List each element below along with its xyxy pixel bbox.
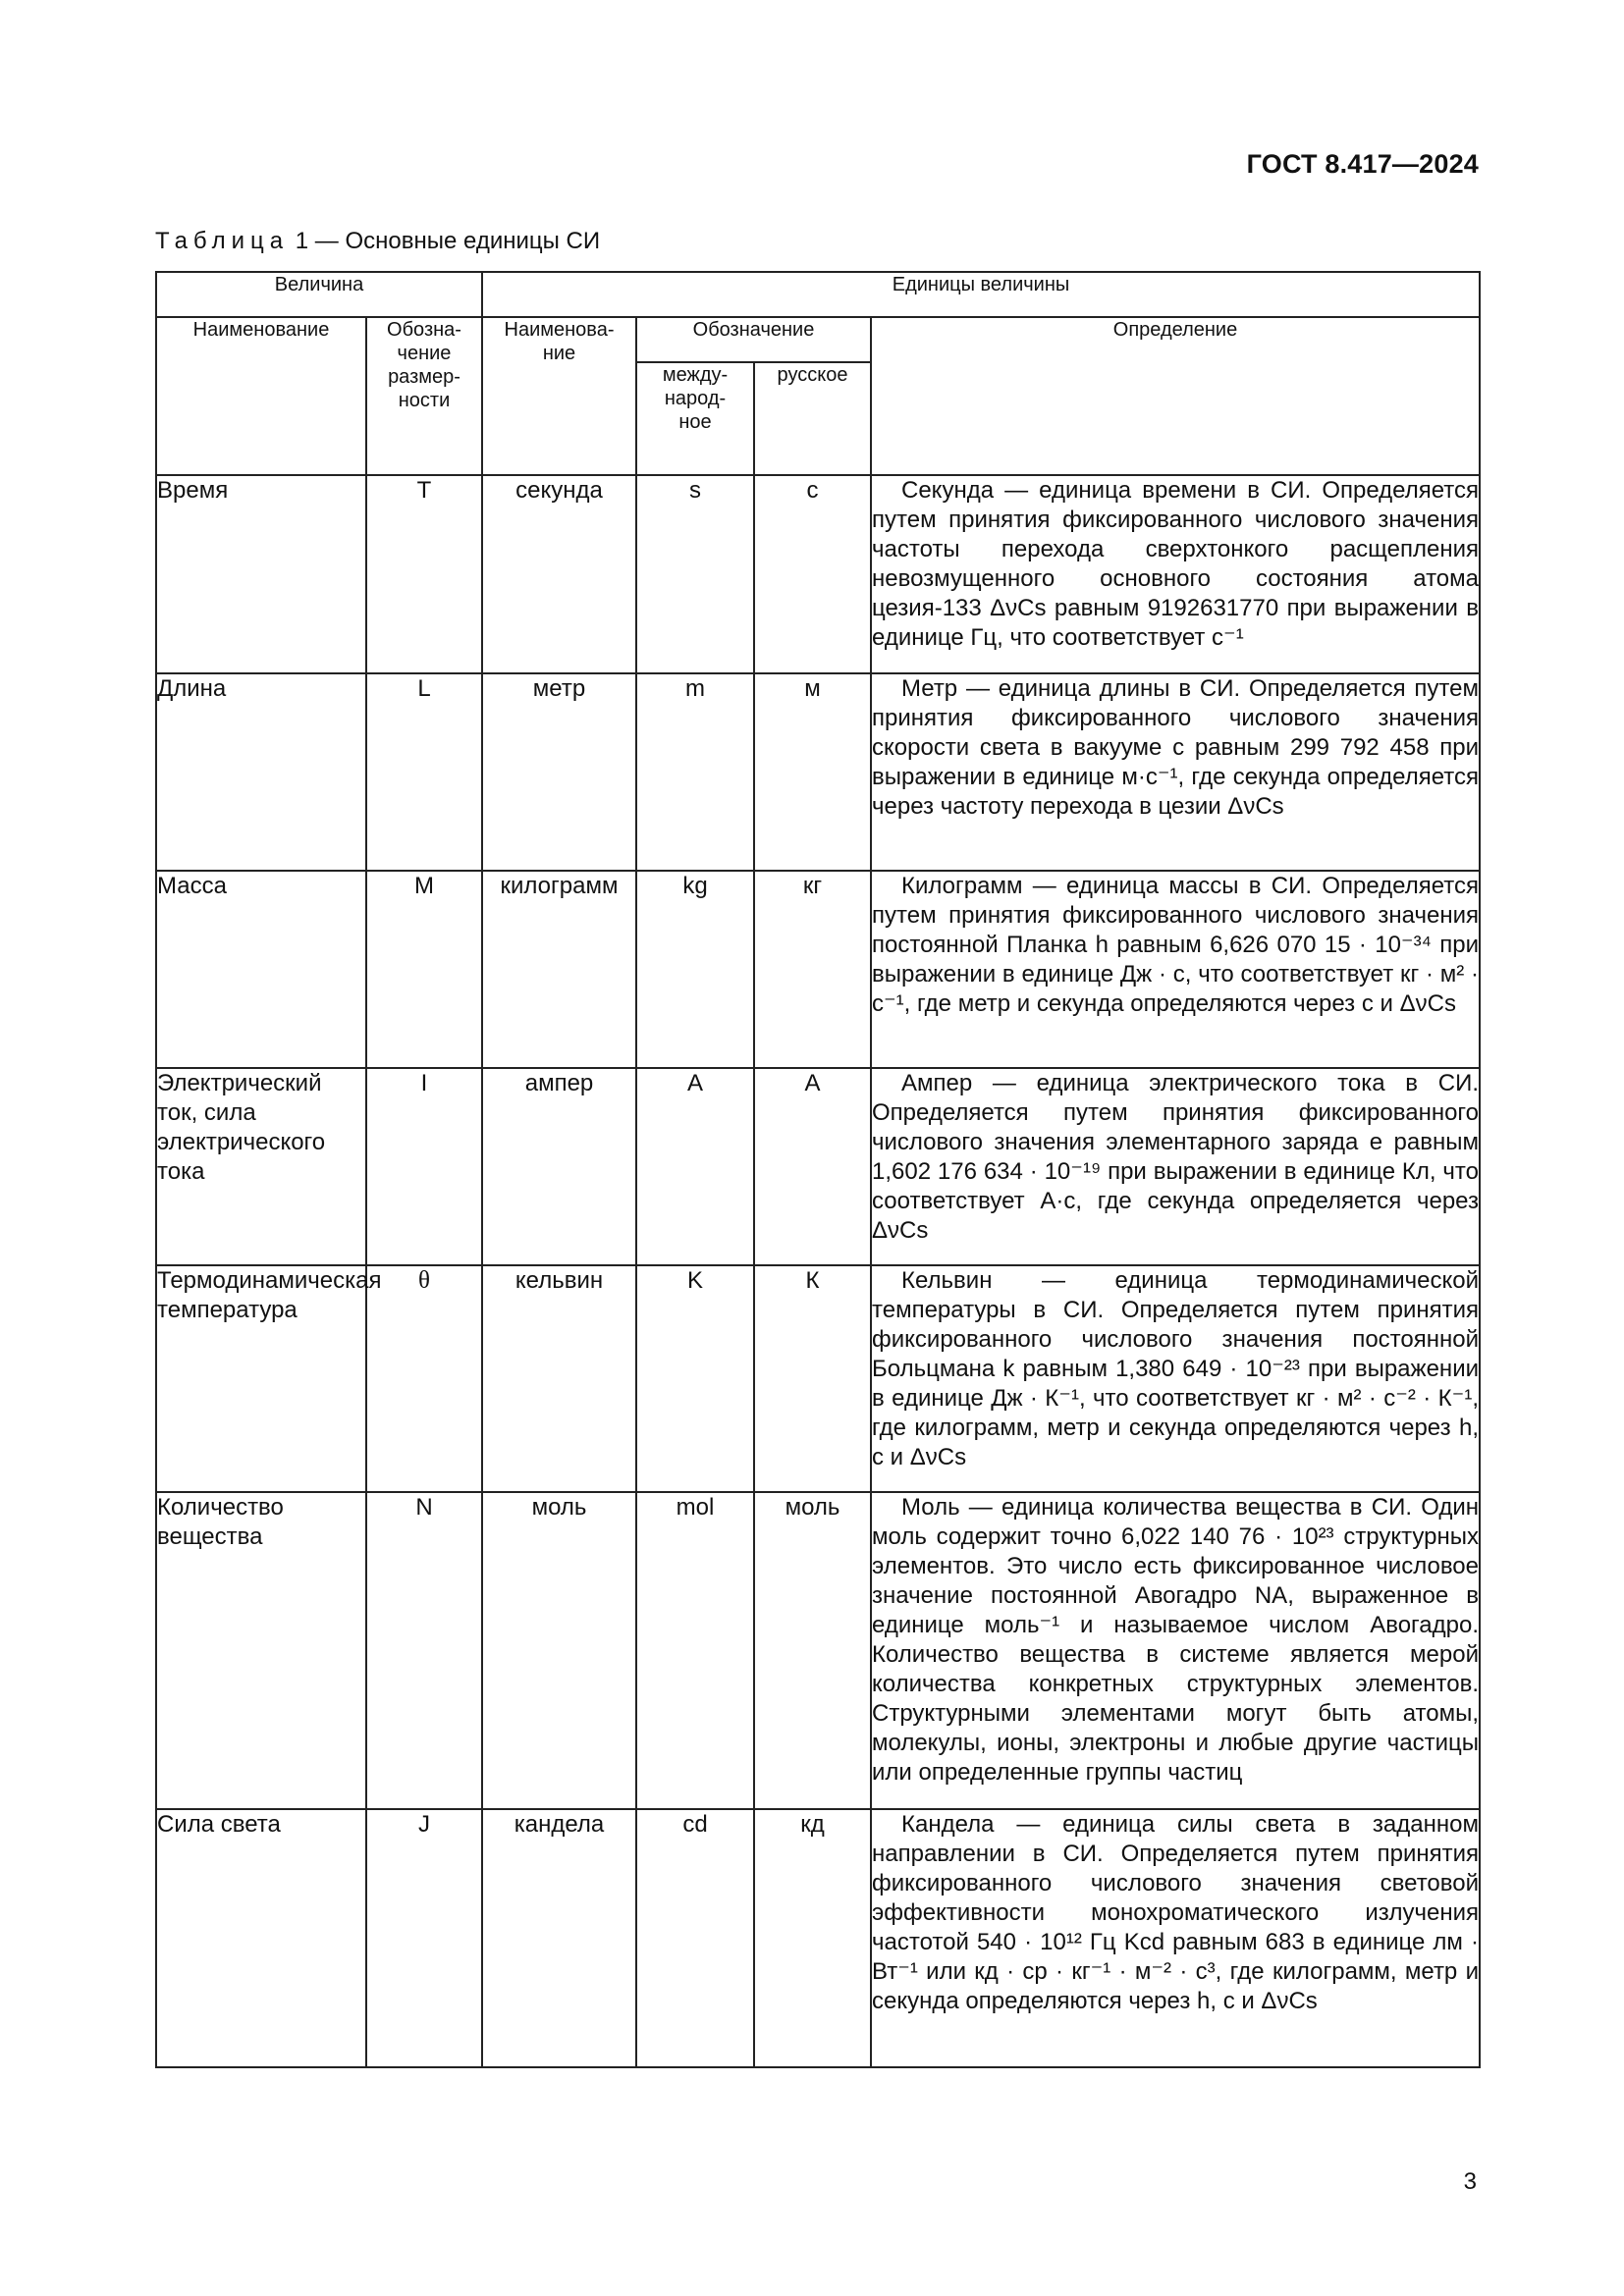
header-designation: Обозначение [636,317,871,362]
unit-definition: Ампер — единица электрического тока в СИ. Определяется путем принятия фиксированного числового значения элементарного заряда e равным 1,602 176 634 · 10⁻¹⁹ при выражении в единице Кл, что соответствует А·с, где секунда определяется через ΔνCs [871,1068,1480,1265]
dimension-symbol: T [366,475,482,673]
dimension-symbol: M [366,871,482,1068]
unit-name: кандела [482,1809,636,2067]
unit-definition: Килограмм — единица массы в СИ. Определяется путем принятия фиксированного числового значения постоянной Планка h равным 6,626 070 15 · 10⁻³⁴ при выражении в единице Дж · с, что соответствует кг · м² · с⁻¹, где метр и секунда определяются через c и ΔνCs [871,871,1480,1068]
unit-definition: Кельвин — единица термодинамической температуры в СИ. Определяется путем принятия фиксированного числового значения постоянной Больцмана k равным 1,380 649 · 10⁻²³ при выражении в единице Дж · К⁻¹, что соответствует кг · м² · с⁻² · К⁻¹, где килограмм, метр и секунда определяются через h, c и ΔνCs [871,1265,1480,1492]
symbol-russian: с [754,475,871,673]
table-row-time [156,475,1480,673]
quantity-name: Масса [156,871,366,1068]
table-row-mass [156,871,1480,1068]
quantity-name: Термодинамическая температура [156,1265,366,1492]
symbol-international: s [636,475,754,673]
quantity-name: Количество вещества [156,1492,366,1809]
table-row-length [156,673,1480,871]
unit-name: моль [482,1492,636,1809]
table-row-luminous-intensity [156,1809,1480,2067]
header-quantity-name: Наименование [156,317,366,475]
quantity-name: Электрический ток, сила электрического тока [156,1068,366,1265]
dimension-symbol: L [366,673,482,871]
header-dimension: Обозна- чение размер- ности [366,317,482,475]
dimension-symbol: N [366,1492,482,1809]
dimension-symbol: J [366,1809,482,2067]
header-quantity-group: Величина [156,272,482,317]
dimension-symbol: I [366,1068,482,1265]
symbol-russian: моль [754,1492,871,1809]
symbol-russian: кг [754,871,871,1068]
unit-definition: Кандела — единица силы света в заданном направлении в СИ. Определяется путем принятия фиксированного числового значения световой эффективности монохроматического излучения частотой 540 · 10¹² Гц Kcd равным 683 в единице лм · Вт⁻¹ или кд · ср · кг⁻¹ · м⁻² · с³, где килограмм, метр и секунда определяются через h, c и ΔνCs [871,1809,1480,2067]
unit-name: кельвин [482,1265,636,1492]
header-units-group: Единицы величины [482,272,1480,317]
dimension-symbol: θ [366,1265,482,1492]
header-definition: Определение [871,317,1480,475]
table-row-current [156,1068,1480,1265]
document-code: ГОСТ 8.417—2024 [1246,149,1479,179]
unit-name: ампер [482,1068,636,1265]
symbol-international: A [636,1068,754,1265]
header-russian: русское [754,362,871,475]
table-row-temperature [156,1265,1480,1492]
symbol-russian: м [754,673,871,871]
unit-definition: Метр — единица длины в СИ. Определяется путем принятия фиксированного числового значения скорости света в вакууме c равным 299 792 458 при выражении в единице м·с⁻¹, где секунда определяется через частоту перехода в цезии ΔνCs [871,673,1480,871]
quantity-name: Длина [156,673,366,871]
unit-name: секунда [482,475,636,673]
table-caption-label: Таблица [155,228,290,254]
quantity-name: Сила света [156,1809,366,2067]
unit-definition: Секунда — единица времени в СИ. Определяется путем принятия фиксированного числового значения частоты перехода сверхтонкого расщепления невозмущенного основного состояния атома цезия-133 ΔνCs равным 9192631770 при выражении в единице Гц, что соответствует с⁻¹ [871,475,1480,673]
symbol-international: K [636,1265,754,1492]
symbol-russian: К [754,1265,871,1492]
header-international: между- народ- ное [636,362,754,475]
symbol-russian: А [754,1068,871,1265]
unit-name: метр [482,673,636,871]
symbol-international: cd [636,1809,754,2067]
table-row-amount [156,1492,1480,1809]
symbol-russian: кд [754,1809,871,2067]
table-caption-title: 1 — Основные единицы СИ [289,228,601,254]
unit-name: килограмм [482,871,636,1068]
table-caption [155,228,600,255]
page-number: 3 [1463,2168,1477,2195]
header-unit-name: Наименова- ние [482,317,636,475]
si-base-units-table [155,271,1481,2068]
symbol-international: m [636,673,754,871]
quantity-name: Время [156,475,366,673]
symbol-international: mol [636,1492,754,1809]
unit-definition: Моль — единица количества вещества в СИ. Один моль содержит точно 6,022 140 76 · 10²³ структурных элементов. Это число есть фиксированное числовое значение постоянной Авогадро NA, выраженное в единице моль⁻¹ и называемое числом Авогадро. Количество вещества в системе является мерой количества конкретных структурных элементов. Структурными элементами могут быть атомы, молекулы, ионы, электроны и любые другие частицы или определенные группы частиц [871,1492,1480,1809]
symbol-international: kg [636,871,754,1068]
